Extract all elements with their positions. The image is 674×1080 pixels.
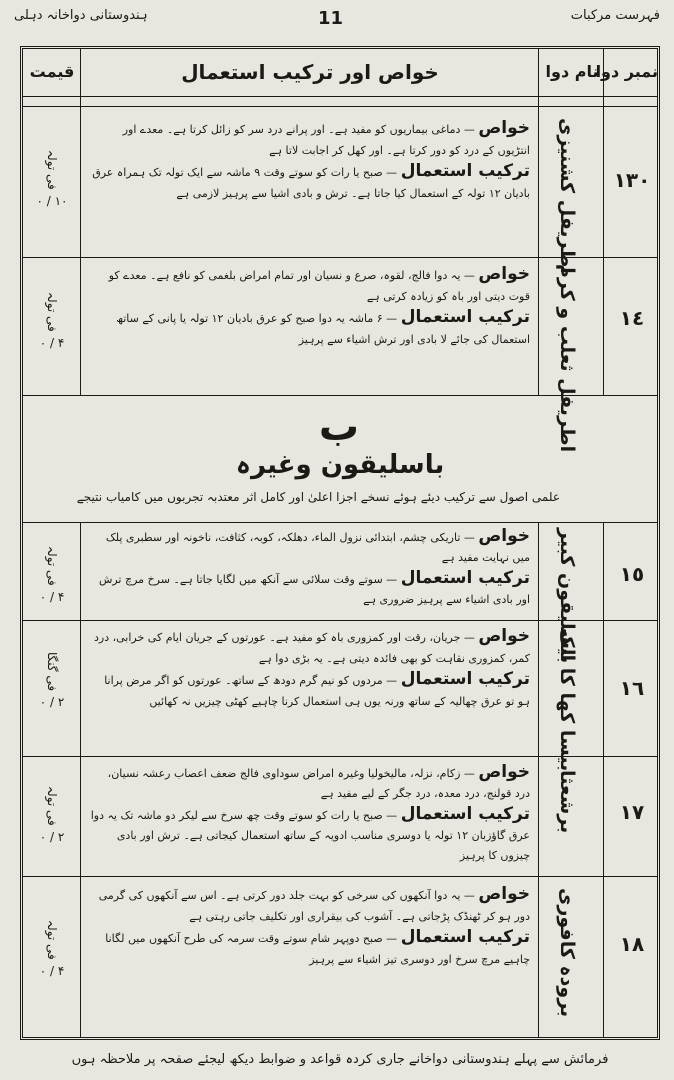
header-row-divider: [22, 96, 658, 97]
price-unit: فی تولہ: [45, 920, 59, 960]
price-unit: فی تولہ: [45, 150, 59, 190]
column-divider: [80, 49, 81, 395]
usage-label: ترکیب استعمال: [400, 804, 530, 824]
entry-price: [24, 150, 80, 208]
column-header-name: نام دوا: [545, 62, 599, 81]
properties-label: خواص: [478, 118, 530, 138]
entry-price: [24, 786, 80, 844]
entry-price: [24, 652, 80, 709]
properties-label: خواص: [478, 264, 530, 284]
entry-properties: دماغی بیماریوں کو مفید ہے۔ اور پرانے درد سر کو زائل کرتا ہے۔ معدے اور انتڑیوں کے درد کو دور کرتا ہے۔ اور کھل کر اجابت لاتا ہے: [122, 123, 530, 157]
entry-description: خواص — زکام، نزلہ، مالیخولیا وغیرہ امراض سوداوی فالج ضعف اعصاب رعشہ نسیان، درد قولنج، درد معدہ، درد جگر کے لیے مفید ہے ترکیب استعمال — صبح یا رات کو سوتے وقت چھ سرخ سے لیکر دو ماشہ تک یہ دوا عرق گاؤزبان ۱۲ تولہ یا دوسری مناسب ادویہ کے ساتھ استعمال کیجاتی ہے۔ ترش اور بادی چیزوں کا پرہیز: [90, 762, 530, 862]
usage-label: ترکیب استعمال: [400, 927, 530, 947]
page-number: 11: [318, 8, 344, 29]
entry-name: باسلیقون کبیر: [556, 528, 578, 664]
entry-number: ١٣٠: [613, 168, 651, 192]
entry-usage: صبح دوپہر شام سوتے وقت سرمہ کی طرح آنکھوں میں لگانا چاہیے مرچ سرخ اور دوسری تیز اشیاء سے پرہیز: [105, 932, 530, 966]
entry-number: ١٤: [619, 306, 645, 330]
entry-description: خواص — یہ دوا فالج، لقوہ، صرع و نسیان اور تمام امراض بلغمی کو نافع ہے۔ معدے کو قوت دیتی اور باہ کو زیادہ کرتی ہے ترکیب استعمال — ۶ ماشہ یہ دوا صبح کو عرق بادیان ۱۲ تولہ یا پانی کے ساتھ استعمال کی جائے لا بادی اور ترش اشیاء سے پرہیز: [108, 264, 530, 346]
entry-usage: صبح یا رات کو سوتے وقت چھ سرخ سے لیکر دو ماشہ تک یہ دوا عرق گاؤزبان ۱۲ تولہ یا دوسری مناسب ادویہ کے ساتھ استعمال کیجاتی ہے۔ ترش اور بادی چیزوں کا پرہیز: [90, 809, 530, 862]
entry-name: برودہ کافوری: [556, 888, 578, 1018]
section-letter: ب: [318, 404, 360, 450]
price-amount: ۲ / ۰: [39, 829, 65, 844]
price-unit: فی تولہ: [45, 786, 59, 826]
header-publisher: ہندوستانی دواخانہ دہلی: [14, 8, 148, 23]
properties-label: خواص: [478, 526, 530, 546]
price-amount: ۱۰ / ۰: [36, 193, 68, 208]
entry-usage: سوتے وقت سلائی سے آنکھ میں لگایا جاتا ہے۔ سرخ مرچ ترش اور بادی اشیاء سے پرہیز ضروری ہے: [98, 573, 530, 606]
entry-number: ١٧: [619, 800, 645, 824]
entry-usage: مردوں کو نیم گرم دودھ کے ساتھ۔ عورتوں کو اگر مرض پرانا ہو تو عرق چھالیہ کے ساتھ ورنہ یوں ہی استعمال کرنا چاہیے کھٹی چیزیں نہ کھائیں: [104, 674, 530, 708]
column-divider: [538, 522, 539, 1038]
usage-label: ترکیب استعمال: [400, 161, 530, 181]
entry-number: ١٨: [619, 932, 645, 956]
price-amount: ۴ / ۰: [39, 335, 65, 350]
entry-number: ١٥: [619, 562, 645, 586]
entry-price: [24, 292, 80, 350]
usage-label: ترکیب استعمال: [400, 307, 530, 327]
price-unit: فی تولہ: [45, 546, 59, 586]
price-amount: ۲ / ۰: [39, 695, 65, 710]
entry-usage: صبح یا رات کو سوتے وقت ۹ ماشہ سے ایک تولہ تک ہمراہ عرق بادیان ۱۲ تولہ کے استعمال کیا جاتا ہے۔ ترش و بادی اشیا سے پرہیز لازمی ہے: [92, 166, 530, 200]
entry-description: خواص — دماغی بیماریوں کو مفید ہے۔ اور پرانے درد سر کو زائل کرتا ہے۔ معدے اور انتڑیوں کے درد کو دور کرتا ہے۔ اور کھل کر اجابت لاتا ہے ترکیب استعمال — صبح یا رات کو سوتے وقت ۹ ماشہ سے ایک تولہ تک ہمراہ عرق بادیان ۱۲ تولہ کے استعمال کیا جاتا ہے۔ ترش و بادی اشیا سے پرہیز لازمی ہے: [92, 118, 530, 200]
usage-label: ترکیب استعمال: [400, 669, 530, 689]
column-header-number: نمبر دوا: [595, 62, 658, 81]
price-unit: فی گنگا: [45, 652, 59, 692]
entry-properties: یہ دوا فالج، لقوہ، صرع و نسیان اور تمام امراض بلغمی کو نافع ہے۔ معدے کو قوت دیتی اور باہ کو زیادہ کرتی ہے: [108, 269, 530, 303]
price-amount: ۴ / ۰: [39, 589, 65, 604]
column-divider: [80, 522, 81, 1038]
properties-label: خواص: [478, 626, 530, 646]
entry-price: [24, 920, 80, 978]
column-divider: [603, 522, 604, 1038]
properties-label: خواص: [478, 762, 530, 782]
entry-name: بیسا کھا کا ایک: [556, 628, 578, 772]
column-header-price: قیمت: [29, 62, 75, 81]
column-header-details: خواص اور ترکیب استعمال: [181, 60, 439, 84]
entry-price: [24, 546, 80, 604]
entry-description: خواص — یہ دوا آنکھوں کی سرخی کو بہت جلد دور کرتی ہے۔ اس سے آنکھوں کی گرمی دور ہو کر ٹھنڈک پڑجاتی ہے۔ آشوب کی بیقراری اور تکلیف جاتی رہتی ہے ترکیب استعمال — صبح دوپہر شام سوتے وقت سرمہ کی طرح آنکھوں میں لگانا چاہیے مرچ سرخ اور دوسری تیز اشیاء سے پرہیز: [98, 884, 530, 966]
entry-properties: تاریکی چشم، ابتدائی نزول الماء، دھلکہ، کوبہ، کثافت، ناخونہ اور سطبری پلک میں نہایت مفید ہے: [105, 531, 530, 564]
column-divider: [603, 49, 604, 395]
entry-name: برشعثا: [556, 770, 578, 834]
header-section-title: فہرست مرکبات: [570, 8, 660, 23]
price-unit: فی تولہ: [45, 292, 59, 332]
entry-name: اطریفل کشنیزی: [556, 118, 578, 274]
section-note: علمی اصول سے ترکیب دیئے ہوئے نسخے اجزا اعلیٰ اور کامل اثر معتدبہ تجربوں میں کامیاب نتیجے: [76, 490, 560, 504]
entry-properties: زکام، نزلہ، مالیخولیا وغیرہ امراض سوداوی فالج ضعف اعصاب رعشہ نسیان، درد قولنج، درد معدہ، درد جگر کے لیے مفید ہے: [107, 767, 530, 800]
header-row-divider: [22, 106, 658, 107]
entry-description: خواص — تاریکی چشم، ابتدائی نزول الماء، دھلکہ، کوبہ، کثافت، ناخونہ اور سطبری پلک میں نہایت مفید ہے ترکیب استعمال — سوتے وقت سلائی سے آنکھ میں لگایا جاتا ہے۔ سرخ مرچ ترش اور بادی اشیاء سے پرہیز ضروری ہے: [98, 526, 530, 606]
properties-label: خواص: [478, 884, 530, 904]
entry-properties: یہ دوا آنکھوں کی سرخی کو بہت جلد دور کرتی ہے۔ اس سے آنکھوں کی گرمی دور ہو کر ٹھنڈک پڑجاتی ہے۔ آشوب کی بیقراری اور تکلیف جاتی رہتی ہے: [98, 889, 530, 923]
entry-usage: ۶ ماشہ یہ دوا صبح کو عرق بادیان ۱۲ تولہ یا پانی کے ساتھ استعمال کی جائے لا بادی اور ترش اشیاء سے پرہیز: [116, 312, 530, 346]
entry-properties: جریان، رقت اور کمزوری باہ کو مفید ہے۔ عورتوں کے جریان ایام کی خرابی، درد کمر، کمزوری نقاہت کو بھی فائدہ دیتی ہے۔ یہ بڑی دوا ہے: [93, 631, 530, 665]
entry-number: ١٦: [619, 676, 645, 700]
section-title: باسلیقون وغیرہ: [235, 450, 445, 480]
entry-description: خواص — جریان، رقت اور کمزوری باہ کو مفید ہے۔ عورتوں کے جریان ایام کی خرابی، درد کمر، کمزوری نقاہت کو بھی فائدہ دیتی ہے۔ یہ بڑی دوا ہے ترکیب استعمال — مردوں کو نیم گرم دودھ کے ساتھ۔ عورتوں کو اگر مرض پرانا ہو تو عرق چھالیہ کے ساتھ ورنہ یوں ہی استعمال کرنا چاہیے کھٹی چیزیں نہ کھائیں: [93, 626, 530, 708]
row-divider: [22, 522, 658, 523]
entry-name: اطریفل ثعلب و کرم: [556, 264, 578, 453]
row-divider: [22, 876, 658, 877]
price-amount: ۴ / ۰: [39, 963, 65, 978]
column-divider: [538, 49, 539, 395]
usage-label: ترکیب استعمال: [400, 568, 530, 588]
footer-note: فرمائش سے پہلے ہندوستانی دواخانے جاری کردہ قواعد و ضوابط دیکھ لیجئے صفحہ پر ملاحظہ ہوں: [71, 1052, 609, 1067]
